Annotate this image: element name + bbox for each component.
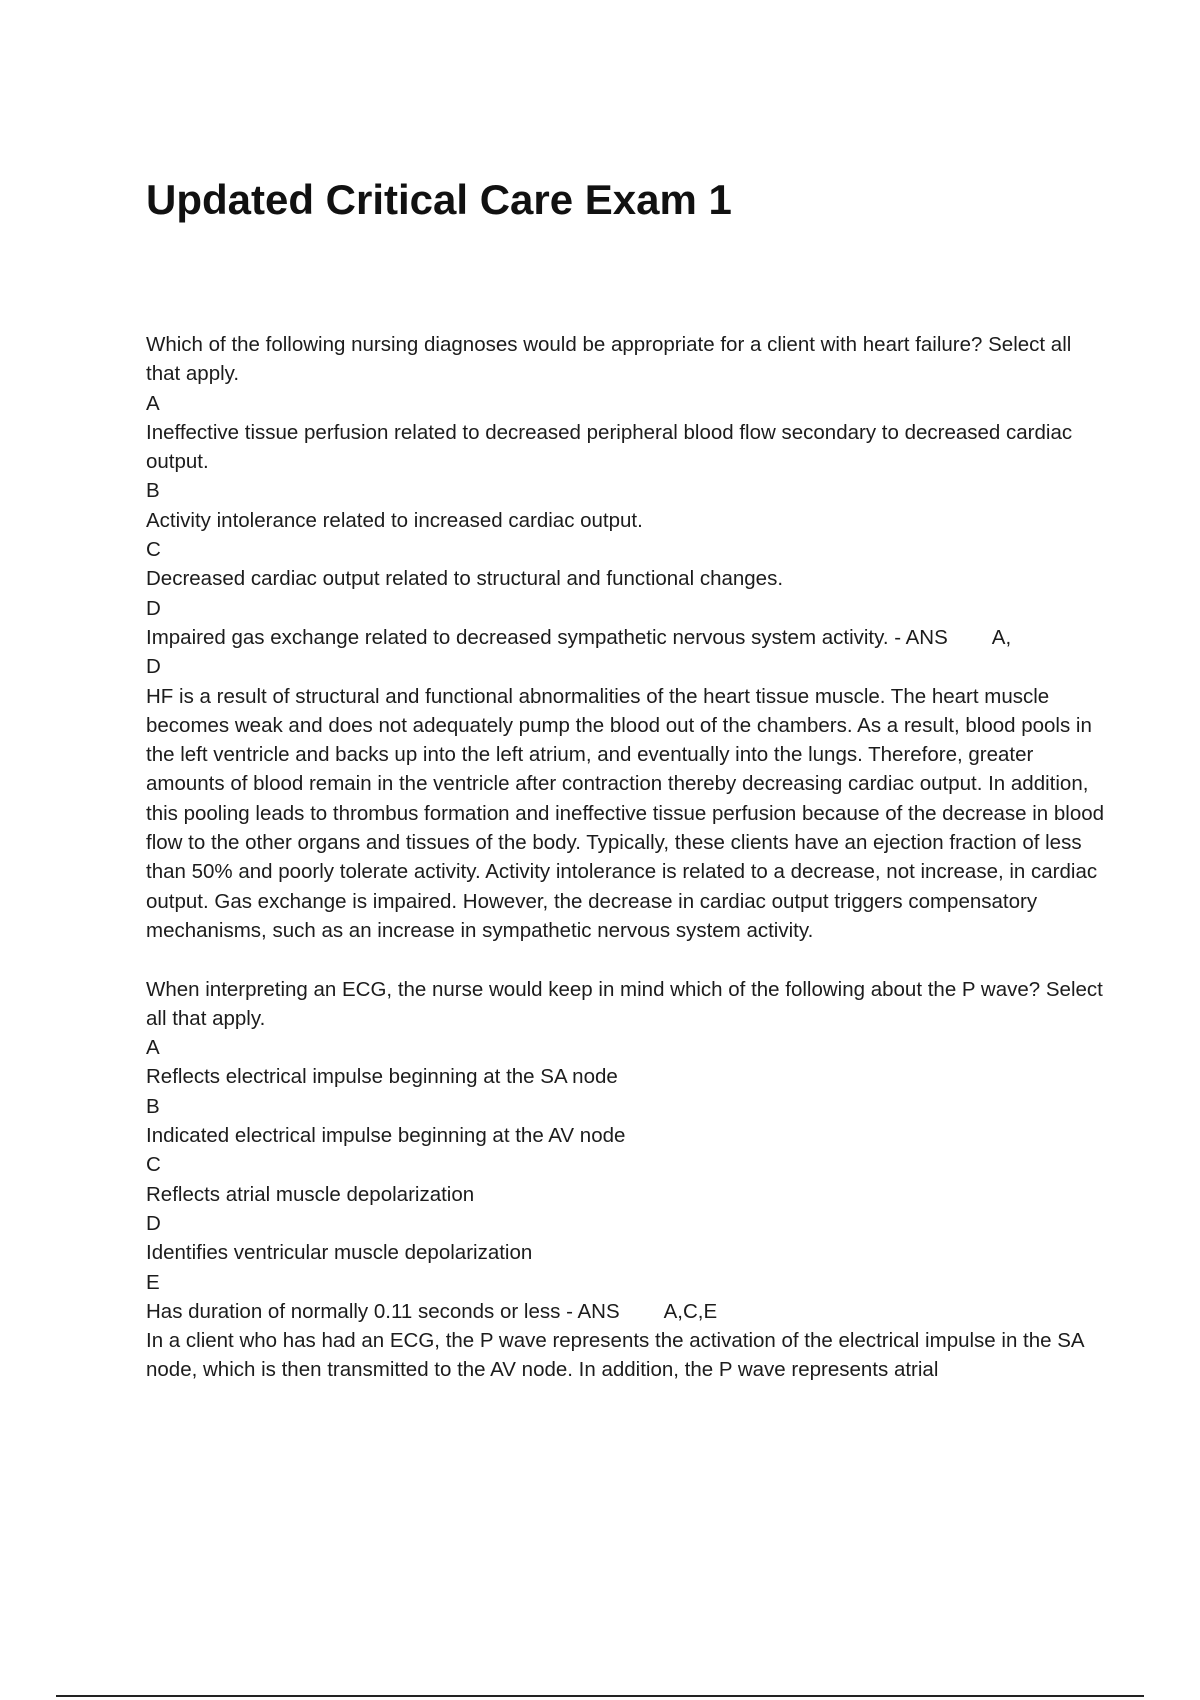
option-letter: A — [146, 391, 160, 415]
option-text: Reflects atrial muscle depolarization — [146, 1182, 475, 1206]
option-text: Decreased cardiac output related to structural and functional changes. — [146, 567, 784, 591]
question-prompt: Which of the following nursing diagnoses would be appropriate for a client with heart failure? Select all that apply. — [146, 333, 1072, 386]
question-block-1 — [146, 330, 1106, 945]
document-body — [146, 330, 1106, 1385]
option-text: Impaired gas exchange related to decreased sympathetic nervous system activity. - ANS — [146, 625, 948, 649]
rationale-text: In a client who has had an ECG, the P wave represents the activation of the electrical impulse in the SA node, which is then transmitted to the AV node. In addition, the P wave represents atrial — [146, 1329, 1084, 1382]
page-title: Updated Critical Care Exam 1 — [146, 176, 732, 223]
answer-key-continued: D — [146, 655, 161, 679]
option-with-answer — [146, 1297, 1106, 1326]
rationale-text: HF is a result of structural and functional abnormalities of the heart tissue muscle. The heart muscle becomes weak and does not adequately pump the blood out of the chambers. As a result, blood pools in the left ventricle and backs up into the left atrium, and eventually into the lungs. Therefore, greater amounts of blood remain in the ventricle after contraction thereby decreasing cardiac output. In addition, this pooling leads to thrombus formation and ineffective tissue perfusion because of the decrease in blood flow to the other organs and tissues of the body. Typically, these clients have an ejection fraction of less than 50% and poorly tolerate activity. Activity intolerance is related to a decrease, not increase, in cardiac output. Gas exchange is impaired. However, the decrease in cardiac output triggers compensatory mechanisms, such as an increase in sympathetic nervous system activity. — [146, 684, 1105, 942]
answer-key: A, — [991, 625, 1012, 649]
option-text: Reflects electrical impulse beginning at the SA node — [146, 1065, 618, 1089]
option-letter: B — [146, 479, 160, 503]
option-letter: D — [146, 596, 161, 620]
question-prompt: When interpreting an ECG, the nurse would keep in mind which of the following about the P wave? Select all that apply. — [146, 977, 1103, 1030]
option-letter: A — [146, 1036, 160, 1060]
option-text: Indicated electrical impulse beginning at the AV node — [146, 1124, 626, 1148]
option-text: Activity intolerance related to increased cardiac output. — [146, 508, 643, 532]
answer-key: A,C,E — [663, 1299, 718, 1323]
option-letter: E — [146, 1270, 160, 1294]
option-letter: D — [146, 1211, 161, 1235]
option-with-answer — [146, 623, 1106, 652]
question-block-2 — [146, 975, 1106, 1385]
option-letter: C — [146, 1153, 161, 1177]
option-text: Identifies ventricular muscle depolarization — [146, 1241, 533, 1265]
option-text: Ineffective tissue perfusion related to decreased peripheral blood flow secondary to decreased cardiac output. — [146, 420, 1073, 474]
option-letter: B — [146, 1094, 160, 1118]
footer-divider — [56, 1695, 1144, 1697]
option-letter: C — [146, 538, 161, 562]
option-text: Has duration of normally 0.11 seconds or less - ANS — [146, 1299, 620, 1323]
